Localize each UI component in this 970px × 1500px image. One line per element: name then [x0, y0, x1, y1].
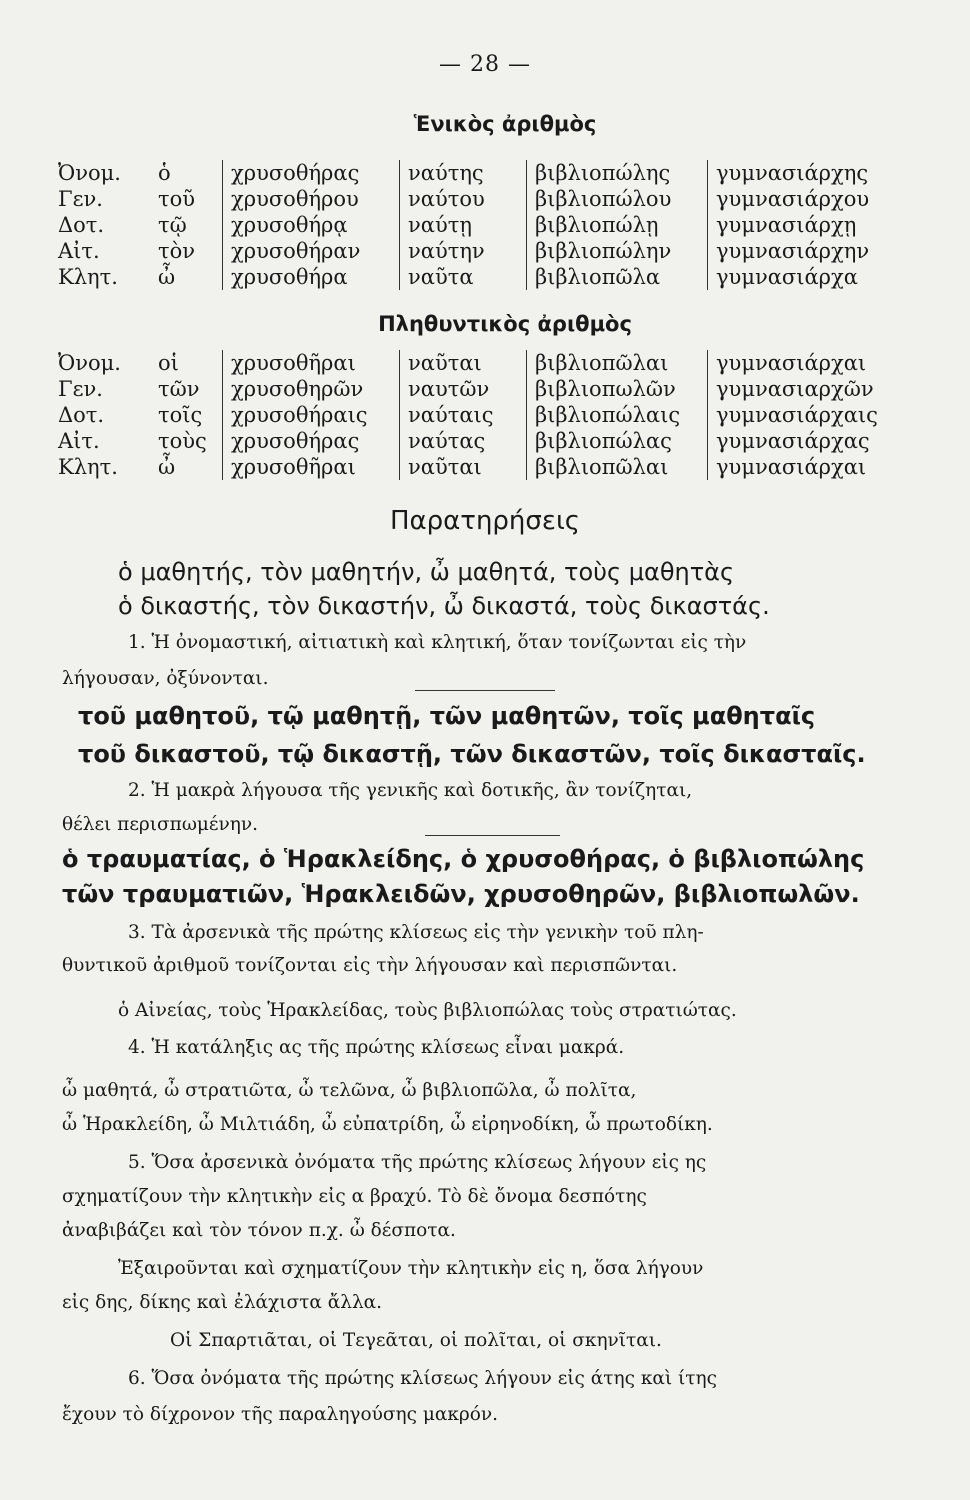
form-chrysothiras: χρυσοθήραις	[223, 402, 400, 428]
plural-table	[58, 350, 928, 480]
form-naftis: ναύτῃ	[400, 212, 527, 238]
form-naftis: ναῦται	[400, 454, 527, 480]
form-gymnasiarchis: γυμνασιάρχα	[708, 264, 929, 290]
article: τοῦ	[158, 187, 196, 211]
form-chrysothiras: χρυσοθήρα	[223, 264, 400, 290]
form-gymnasiarchis: γυμνασιάρχης	[708, 160, 929, 186]
rule-text: 6. Ὅσα ὀνόματα τῆς πρώτης κλίσεως λήγουν εἰς άτης καὶ ίτης	[128, 1368, 717, 1389]
rule-text: θυντικοῦ ἀριθμοῦ τονίζονται εἰς τὴν λήγουσαν καὶ περισπῶνται.	[62, 955, 678, 976]
form-gymnasiarchis: γυμνασιαρχῶν	[708, 376, 929, 402]
divider	[425, 835, 560, 836]
case-label: Ὀνομ.	[58, 161, 121, 185]
example-line: ὁ δικαστής, τὸν δικαστήν, ὦ δικαστά, τοὺς δικαστάς.	[118, 592, 770, 620]
rule-text: εἰς δης, δίκης καὶ ἐλάχιστα ἄλλα.	[62, 1292, 383, 1313]
article: οἱ	[158, 351, 179, 375]
form-vivliopolis: βιβλιοπώλας	[527, 428, 708, 454]
example-line: ὁ Αἰνείας, τοὺς Ἡρακλείδας, τοὺς βιβλιοπώλας τοὺς στρατιώτας.	[118, 1000, 737, 1021]
table-row	[58, 186, 928, 212]
form-naftis: ναύτας	[400, 428, 527, 454]
case-label: Κλητ.	[58, 455, 118, 479]
article: τὸν	[158, 239, 196, 263]
rule-text: Ἐξαιροῦνται καὶ σχηματίζουν τὴν κλητικὴν εἰς η, ὅσα λήγουν	[118, 1258, 704, 1279]
form-naftis: ναῦτα	[400, 264, 527, 290]
form-vivliopolis: βιβλιοπώλου	[527, 186, 708, 212]
page-number: — 28 —	[439, 52, 531, 77]
article: τοὺς	[158, 429, 207, 453]
table-row	[58, 238, 928, 264]
example-line: ὁ τραυματίας, ὁ Ἡρακλείδης, ὁ χρυσοθήρας, ὁ βιβλιοπώλης	[62, 845, 865, 873]
form-gymnasiarchis: γυμνασιάρχας	[708, 428, 929, 454]
form-gymnasiarchis: γυμνασιάρχαι	[708, 350, 929, 376]
table-row	[58, 402, 928, 428]
article: ὦ	[158, 455, 176, 479]
article: τῷ	[158, 213, 187, 237]
table-row	[58, 454, 928, 480]
case-label: Ὀνομ.	[58, 351, 121, 375]
form-chrysothiras: χρυσοθήρᾳ	[223, 212, 400, 238]
form-chrysothiras: χρυσοθηρῶν	[223, 376, 400, 402]
form-chrysothiras: χρυσοθῆραι	[223, 350, 400, 376]
rule-text: 4. Ἡ κατάληξις ας τῆς πρώτης κλίσεως εἶναι μακρά.	[128, 1037, 625, 1058]
case-label: Κλητ.	[58, 265, 118, 289]
rule-text: 3. Τὰ ἀρσενικὰ τῆς πρώτης κλίσεως εἰς τὴν γενικὴν τοῦ πλη-	[128, 922, 704, 943]
rule-text: ἔχουν τὸ δίχρονον τῆς παραληγούσης μακρόν.	[62, 1404, 499, 1425]
form-vivliopolis: βιβλιοπώλῃ	[527, 212, 708, 238]
form-gymnasiarchis: γυμνασιάρχαι	[708, 454, 929, 480]
rule-text: 5. Ὅσα ἀρσενικὰ ὀνόματα τῆς πρώτης κλίσεως λήγουν εἰς ης	[128, 1152, 707, 1173]
case-label: Αἰτ.	[58, 429, 100, 453]
example-line: ὦ μαθητά, ὦ στρατιῶτα, ὦ τελῶνα, ὦ βιβλιοπῶλα, ὦ πολῖτα,	[62, 1080, 637, 1101]
article: ὦ	[158, 265, 176, 289]
example-line: Οἱ Σπαρτιᾶται, οἱ Τεγεᾶται, οἱ πολῖται, οἱ σκηνῖται.	[170, 1330, 662, 1351]
divider	[415, 690, 555, 691]
case-label: Γεν.	[58, 187, 103, 211]
example-line: τοῦ μαθητοῦ, τῷ μαθητῇ, τῶν μαθητῶν, τοῖς μαθηταῖς	[78, 702, 816, 730]
case-label: Αἰτ.	[58, 239, 100, 263]
table-row	[58, 350, 928, 376]
form-chrysothiras: χρυσοθήραν	[223, 238, 400, 264]
form-chrysothiras: χρυσοθήρας	[223, 428, 400, 454]
example-line: ὁ μαθητής, τὸν μαθητήν, ὦ μαθητά, τοὺς μαθητὰς	[118, 558, 735, 586]
rule-text: ἀναβιβάζει καὶ τὸν τόνον π.χ. ὦ δέσποτα.	[62, 1220, 456, 1241]
article: τῶν	[158, 377, 200, 401]
article: ὁ	[158, 161, 171, 185]
rule-text: θέλει περισπωμένην.	[62, 814, 258, 835]
rule-text: 2. Ἡ μακρὰ λήγουσα τῆς γενικῆς καὶ δοτικῆς, ἂν τονίζηται,	[128, 780, 693, 801]
table-row	[58, 212, 928, 238]
form-gymnasiarchis: γυμνασιάρχην	[708, 238, 929, 264]
form-naftis: ναύτης	[400, 160, 527, 186]
singular-heading: Ἑνικὸς ἀριθμὸς	[413, 112, 597, 136]
form-gymnasiarchis: γυμνασιάρχου	[708, 186, 929, 212]
example-line: τῶν τραυματιῶν, Ἡρακλειδῶν, χρυσοθηρῶν, βιβλιοπωλῶν.	[62, 880, 860, 908]
observations-title: Παρατηρήσεις	[389, 506, 581, 536]
form-chrysothiras: χρυσοθῆραι	[223, 454, 400, 480]
plural-heading: Πληθυντικὸς ἀριθμὸς	[378, 312, 632, 336]
form-gymnasiarchis: γυμνασιάρχαις	[708, 402, 929, 428]
form-vivliopolis: βιβλιοπώλης	[527, 160, 708, 186]
form-chrysothiras: χρυσοθήρας	[223, 160, 400, 186]
article: τοῖς	[158, 403, 203, 427]
form-chrysothiras: χρυσοθήρου	[223, 186, 400, 212]
case-label: Δοτ.	[58, 403, 105, 427]
form-vivliopolis: βιβλιοπώλαις	[527, 402, 708, 428]
form-vivliopolis: βιβλιοπώλην	[527, 238, 708, 264]
example-line: τοῦ δικαστοῦ, τῷ δικαστῇ, τῶν δικαστῶν, τοῖς δικασταῖς.	[78, 740, 866, 768]
form-vivliopolis: βιβλιοπωλῶν	[527, 376, 708, 402]
example-line: ὦ Ἡρακλείδη, ὦ Μιλτιάδη, ὦ εὐπατρίδη, ὦ εἰρηνοδίκη, ὦ πρωτοδίκη.	[62, 1114, 713, 1135]
form-naftis: ναύτην	[400, 238, 527, 264]
case-label: Γεν.	[58, 377, 103, 401]
form-naftis: ναύταις	[400, 402, 527, 428]
table-row	[58, 264, 928, 290]
rule-text: λήγουσαν, ὀξύνονται.	[62, 668, 269, 689]
form-naftis: ναύτου	[400, 186, 527, 212]
table-row	[58, 428, 928, 454]
case-label: Δοτ.	[58, 213, 105, 237]
rule-text: σχηματίζουν τὴν κλητικὴν εἰς α βραχύ. Τὸ δὲ ὄνομα δεσπότης	[62, 1186, 647, 1207]
form-vivliopolis: βιβλιοπῶλα	[527, 264, 708, 290]
form-naftis: ναῦται	[400, 350, 527, 376]
rule-text: 1. Ἡ ὀνομαστική, αἰτιατικὴ καὶ κλητική, ὅταν τονίζωνται εἰς τὴν	[128, 632, 747, 653]
form-naftis: ναυτῶν	[400, 376, 527, 402]
form-gymnasiarchis: γυμνασιάρχῃ	[708, 212, 929, 238]
table-row	[58, 160, 928, 186]
form-vivliopolis: βιβλιοπῶλαι	[527, 350, 708, 376]
table-row	[58, 376, 928, 402]
form-vivliopolis: βιβλιοπῶλαι	[527, 454, 708, 480]
singular-table	[58, 160, 928, 290]
